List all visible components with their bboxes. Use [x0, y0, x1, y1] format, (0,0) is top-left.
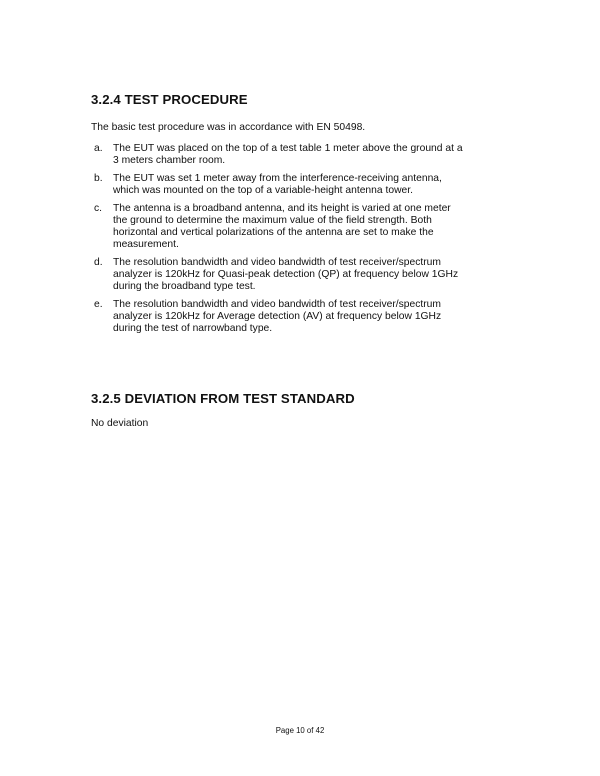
step-text: [113, 143, 511, 167]
step-marker: e.: [94, 299, 103, 310]
step-marker: a.: [94, 143, 103, 154]
intro-paragraph: The basic test procedure was in accordance with EN 50498.: [91, 122, 366, 133]
step-line: during the test of narrowband type.: [113, 323, 273, 334]
step-marker: c.: [94, 203, 103, 214]
step-line: analyzer is 120kHz for Average detection (AV) at frequency below 1GHz: [113, 311, 442, 322]
deviation-text: No deviation: [91, 418, 149, 429]
step-text: [113, 299, 511, 335]
step-text: [113, 257, 511, 293]
step-line: The EUT was placed on the top of a test table 1 meter above the ground at a: [113, 143, 463, 154]
step-line: during the broadband type test.: [113, 281, 256, 292]
procedure-step-a: [91, 143, 511, 167]
step-marker: b.: [94, 173, 103, 184]
section-heading-deviation: 3.2.5 DEVIATION FROM TEST STANDARD: [91, 391, 355, 406]
step-line: The antenna is a broadband antenna, and its height is varied at one meter: [113, 203, 451, 214]
step-marker: d.: [94, 257, 103, 268]
procedure-step-b: [91, 173, 511, 197]
procedure-step-d: [91, 257, 511, 293]
procedure-steps-list: [91, 143, 511, 341]
procedure-step-e: [91, 299, 511, 335]
step-text: [113, 173, 511, 197]
step-line: 3 meters chamber room.: [113, 155, 226, 166]
step-line: The resolution bandwidth and video bandwidth of test receiver/spectrum: [113, 299, 441, 310]
step-line: The EUT was set 1 meter away from the interference-receiving antenna,: [113, 173, 442, 184]
step-line: The resolution bandwidth and video bandwidth of test receiver/spectrum: [113, 257, 441, 268]
step-line: horizontal and vertical polarizations of the antenna are set to make the: [113, 227, 434, 238]
procedure-step-c: [91, 203, 511, 251]
page-number: Page 10 of 42: [275, 726, 325, 735]
step-line: which was mounted on the top of a variable-height antenna tower.: [113, 185, 413, 196]
section-heading-test-procedure: 3.2.4 TEST PROCEDURE: [91, 92, 248, 107]
step-line: analyzer is 120kHz for Quasi-peak detection (QP) at frequency below 1GHz: [113, 269, 459, 280]
step-line: measurement.: [113, 239, 179, 250]
step-text: [113, 203, 511, 251]
step-line: the ground to determine the maximum value of the field strength. Both: [113, 215, 432, 226]
